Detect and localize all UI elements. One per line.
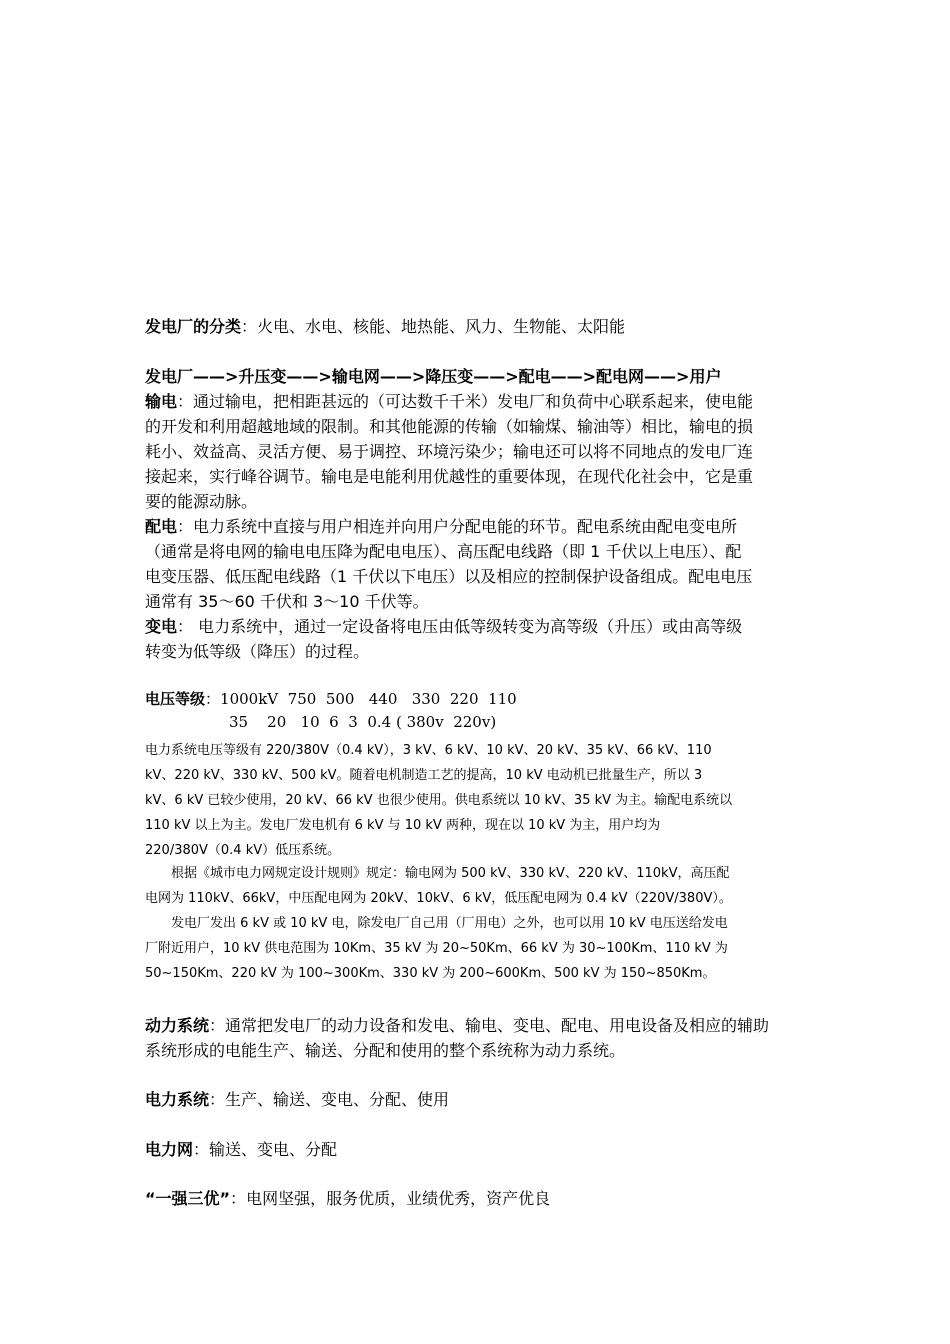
one-strong-three-excellent-text: 电网坚强，服务优质，业绩优秀，资产优良 [246,1189,551,1208]
distribution-line-3: 电变压器、低压配电线路（1 千伏以下电压）以及相应的控制保护设备组成。配电电压 [145,567,753,586]
transmission-line-4: 接起来，实行峰谷调节。输电是电能利用优越性的重要体现，在现代化社会中，它是重 [145,467,754,486]
power-system-text-1: 通常把发电厂的动力设备和发电、输电、变电、配电、用电设备及相应的辅助 [225,1016,770,1035]
power-system-colon: ： [209,1016,226,1035]
voltage-note-line: 厂附近用户，10 kV 供电范围为 10Km、35 kV 为 20~50Km、66 kV 为 30~100Km、110 kV 为 [145,941,728,956]
power-system-line-1 [145,1013,769,1036]
power-system-label: 动力系统 [145,1016,210,1035]
distribution-line-4: 通常有 35～60 千伏和 3～10 千伏等。 [145,592,429,611]
distribution-line-1 [145,514,737,537]
transmission-text-1: ：通过输电，把相距甚远的（可达数千千米）发电厂和负荷中心联系起来，使电能 [177,392,754,411]
voltage-note-line: 电网为 110kV、66kV，中压配电网为 20kV、10kV、6 kV，低压配电网为 0.4 kV（220V/380V）。 [145,891,732,906]
electric-system-label: 电力系统 [145,1090,210,1109]
voltage-levels-colon: ： [205,690,221,708]
voltage-levels-values-2: 35 20 10 6 3 0.4 ( 380v 220v) [229,713,497,731]
plant-types-line [145,314,625,337]
substation-line-1 [145,614,742,637]
substation-line-2: 转变为低等级（降压）的过程。 [145,642,370,661]
transmission-line-3: 耗小、效益高、灵活方便、易于调控、环境污染少；输电还可以将不同地点的发电厂连 [145,442,754,461]
electric-grid-label: 电力网 [145,1140,194,1159]
transmission-line-5: 要的能源动脉。 [145,492,258,511]
transmission-line-1 [145,389,753,412]
distribution-line-2: （通常是将电网的输电电压降为配电电压）、高压配电线路（即 1 千伏以上电压）、配 [145,542,742,561]
voltage-levels-line-1 [145,688,517,709]
electric-grid-text: 输送、变电、分配 [209,1140,338,1159]
distribution-text-1: ：电力系统中直接与用户相连并向用户分配电能的环节。配电系统由配电变电所 [177,517,738,536]
electric-grid-line [145,1137,337,1160]
plant-types-colon: ： [241,317,258,336]
one-strong-three-excellent-line [145,1186,550,1209]
transmission-label: 输电 [145,392,178,411]
voltage-levels-label: 电压等级 [145,690,206,708]
voltage-note-line: 电力系统电压等级有 220/380V（0.4 kV），3 kV、6 kV、10 kV、20 kV、35 kV、66 kV、110 [145,743,712,758]
distribution-label: 配电 [145,517,178,536]
power-system-line-2: 系统形成的电能生产、输送、分配和使用的整个系统称为动力系统。 [145,1041,626,1060]
voltage-note-line: 220/380V（0.4 kV）低压系统。 [145,843,341,858]
transmission-line-2: 的开发和利用超越地域的限制。和其他能源的传输（如输煤、输油等）相比，输电的损 [145,417,754,436]
plant-types-label: 发电厂的分类 [145,317,242,336]
one-strong-three-excellent-label: “一强三优” [145,1189,231,1208]
voltage-note-line: 发电厂发出 6 kV 或 10 kV 电，除发电厂自己用（厂用电）之外，也可以用 10 kV 电压送给发电 [145,916,728,931]
voltage-note-line: kV、6 kV 已较少使用，20 kV、66 kV 也很少使用。供电系统以 10 kV、35 kV 为主。输配电系统以 [145,793,733,808]
voltage-levels-values-1: 1000kV 750 500 440 330 220 110 [220,690,517,708]
voltage-note-line: 根据《城市电力网规定设计规则》规定：输电网为 500 kV、330 kV、220 kV、110kV，高压配 [145,866,730,881]
electric-system-text: 生产、输送、变电、分配、使用 [225,1090,450,1109]
voltage-note-line: kV、220 kV、330 kV、500 kV。随着电机制造工艺的提高，10 kV 电动机已批量生产，所以 3 [145,768,703,783]
voltage-note-line: 50~150Km、220 kV 为 100~300Km、330 kV 为 200~600Km、500 kV 为 150~850Km。 [145,966,716,981]
flow-chain: 发电厂——>升压变——>输电网——>降压变——>配电——>配电网——>用户 [145,367,722,386]
electric-grid-colon: ： [193,1140,210,1159]
plant-types-text: 火电、水电、核能、地热能、风力、生物能、太阳能 [257,317,626,336]
substation-text-1: ： 电力系统中，通过一定设备将电压由低等级转变为高等级（升压）或由高等级 [177,617,743,636]
substation-label: 变电 [145,617,178,636]
electric-system-line [145,1087,449,1110]
voltage-note-line: 110 kV 以上为主。发电厂发电机有 6 kV 与 10 kV 两种，现在以 10 kV 为主，用户均为 [145,818,661,833]
electric-system-colon: ： [209,1090,226,1109]
one-strong-three-excellent-colon: ： [230,1189,247,1208]
